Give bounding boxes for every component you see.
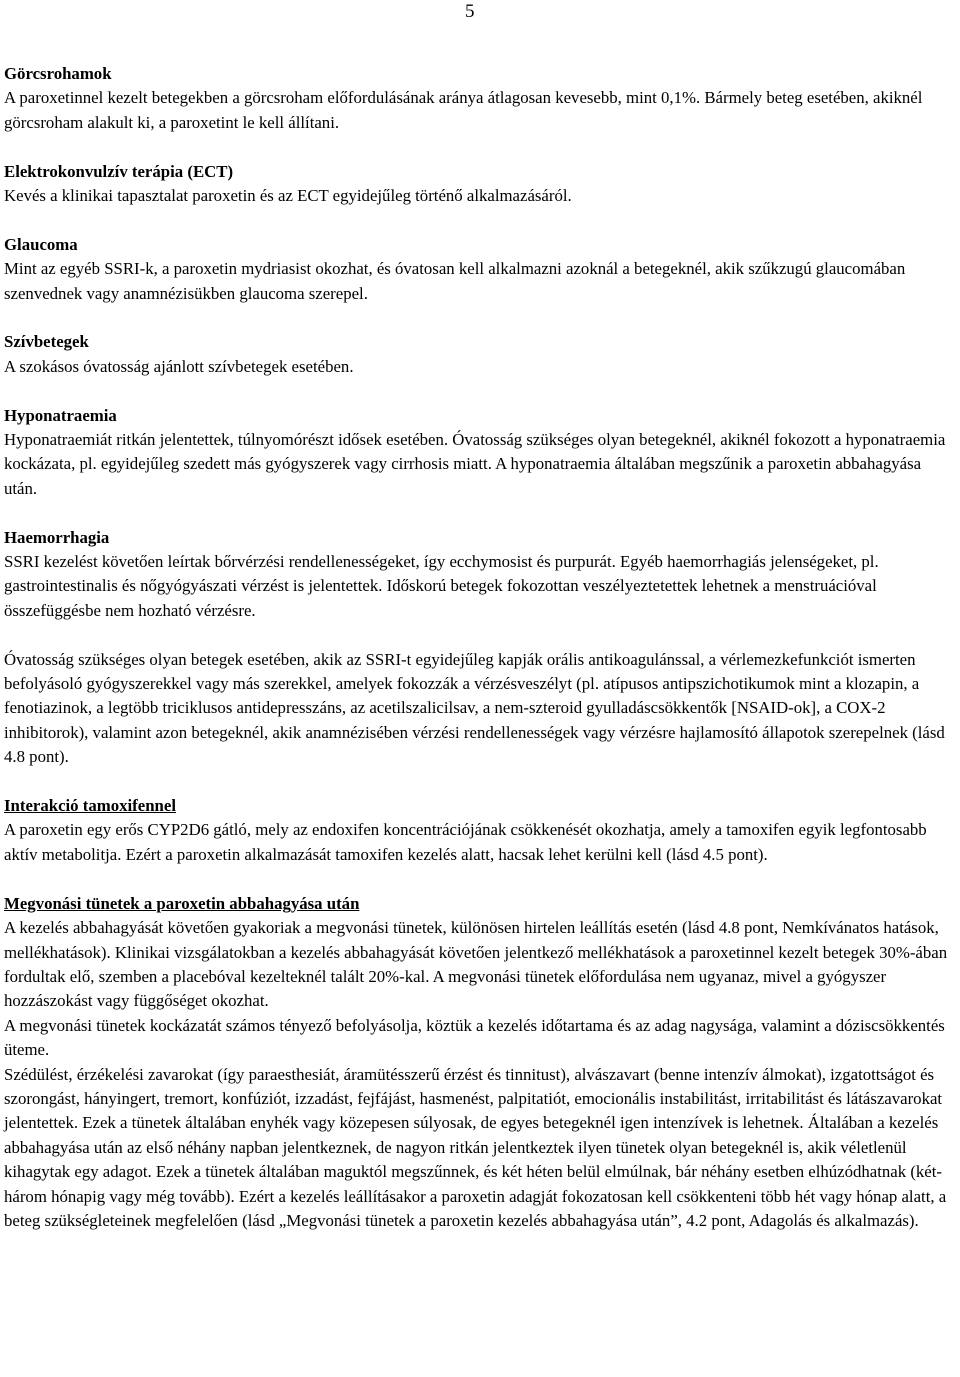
section-paragraph: Mint az egyéb SSRI-k, a paroxetin mydriasist okozhat, és óvatosan kell alkalmazni azoknál a betegeknél, akik szűkzugú glaucomában szenvednek vagy anamnézisükben glaucoma szerepel. xyxy=(4,259,906,303)
section-paragraph: A paroxetinnel kezelt betegekben a görcsroham előfordulásának aránya átlagosan kevesebb, mint 0,1%. Bármely beteg esetében, akiknél görcsroham alakult ki, a paroxetint le kell állítani. xyxy=(4,88,923,132)
section-ect xyxy=(4,160,956,209)
section-tamoxifen xyxy=(4,794,956,867)
section-heading: Interakció tamoxifennel xyxy=(4,796,176,816)
section-heading: Elektrokonvulzív terápia (ECT) xyxy=(4,161,234,181)
section-heading: Megvonási tünetek a paroxetin abbahagyása után xyxy=(4,893,360,913)
section-cardiac xyxy=(4,330,956,379)
section-paragraph: Kevés a klinikai tapasztalat paroxetin és az ECT egyidejűleg történő alkalmazásáról. xyxy=(4,186,572,206)
section-glaucoma xyxy=(4,233,956,306)
document-body xyxy=(4,62,956,1233)
section-paragraph: Szédülést, érzékelési zavarokat (így paraesthesiát, áramütésszerű érzést és tinnitust), alvászavart (benne intenzív álmokat), izgatottságot és szorongást, hányingert, tremort, konfúziót, izzadást, fejfájást, hasmenést, palpitatiót, emocionális instabilitást, irritabilitást és látászavarokat jelentettek. Ezek a tünetek általában enyhék vagy közepesen súlyosak, de egyes betegeknél igen intenzívek is lehetnek. Általában a kezelés abbahagyása után az első néhány napban jelentkeznek, de nagyon ritkán jelentkeztek ilyen tünetek olyan betegeknél is, akik véletlenül kihagytak egy adagot. Ezek a tünetek általában maguktól megszűnnek, és két héten belül elmúlnak, bár néhány esetben elhúzódhatnak (két-három hónapig vagy még tovább). Ezért a kezelés leállításakor a paroxetin adagját fokozatosan kell csökkenteni több hét vagy hónap alatt, a beteg szükségleteinek megfelelően (lásd „Megvonási tünetek a paroxetin kezelés abbahagyása után”, 4.2 pont, Adagolás és alkalmazás). xyxy=(4,1064,947,1230)
section-paragraph: A szokásos óvatosság ajánlott szívbetegek esetében. xyxy=(4,356,354,376)
section-heading: Glaucoma xyxy=(4,234,78,254)
section-paragraph: A megvonási tünetek kockázatát számos tényező befolyásolja, köztük a kezelés időtartama és az adag nagysága, valamint a dóziscsökkentés üteme. xyxy=(4,1015,945,1060)
section-paragraph: A paroxetin egy erős CYP2D6 gátló, mely az endoxifen koncentrációjának csökkenését okozhatja, amely a tamoxifen egyik legfontosabb aktív metabolitja. Ezért a paroxetin alkalmazását tamoxifen kezelés alatt, hacsak lehet kerülni kell (lásd 4.5 pont). xyxy=(4,820,927,864)
section-heading: Hyponatraemia xyxy=(4,405,117,425)
section-bleeding-caution xyxy=(4,648,956,770)
section-hyponatraemia xyxy=(4,404,956,502)
section-paragraph: Óvatosság szükséges olyan betegek esetében, akik az SSRI-t egyidejűleg kapják orális antikoagulánssal, a vérlemezkefunkciót ismerten befolyásoló gyógyszerekkel vagy más szerekkel, amelyek fokozzák a vérzésveszélyt (pl. atípusos antipszichotikumok mint a klozapin, a fenotiazinok, a legtöbb triciklusos antidepresszáns, az acetilszalicilsav, a nem-szteroid gyulladáscsökkentők [NSAID-ok], a COX-2 inhibitorok), valamint azon betegeknél, akik anamnézisében vérzési rendellenességek vagy vérzésre hajlamosító állapotok szerepelnek (lásd 4.8 pont). xyxy=(4,649,945,767)
section-paragraph: SSRI kezelést követően leírtak bőrvérzési rendellenességeket, így ecchymosist és purpurát. Egyéb haemorrhagiás jelenségeket, pl. gastrointestinalis és nőgyógyászati vérzést is jelentettek. Időskorú betegek fokozottan veszélyeztetettek lehetnek a menstruációval összefüggésbe nem hozható vérzésre. xyxy=(4,552,879,620)
section-withdrawal xyxy=(4,892,956,1234)
section-seizures xyxy=(4,62,956,135)
section-heading: Görcsrohamok xyxy=(4,64,112,83)
section-paragraph: A kezelés abbahagyását követően gyakoriak a megvonási tünetek, különösen hirtelen leállítás esetén (lásd 4.8 pont, Nemkívánatos hatások, mellékhatások). Klinikai vizsgálatokban a kezelés abbahagyását követően jelentkező mellékhatások a paroxetinnel kezelt betegek 30%-ában fordultak elő, szemben a placebóval kezelteknél talált 20%-kal. A megvonási tünetek előfordulása nem ugyanaz, mivel a gyógyszer hozzászokást vagy függőséget okozhat. xyxy=(4,918,948,1011)
section-heading: Haemorrhagia xyxy=(4,527,110,547)
section-paragraph: Hyponatraemiát ritkán jelentettek, túlnyomórészt idősek esetében. Óvatosság szükséges olyan betegeknél, akiknél fokozott a hyponatraemia kockázata, pl. egyidejűleg szedett más gyógyszerek vagy cirrhosis miatt. A hyponatraemia általában megszűnik a paroxetin abbahagyása után. xyxy=(4,430,946,498)
section-haemorrhagia xyxy=(4,526,956,624)
page-number: 5 xyxy=(465,1,475,22)
section-heading: Szívbetegek xyxy=(4,332,89,352)
